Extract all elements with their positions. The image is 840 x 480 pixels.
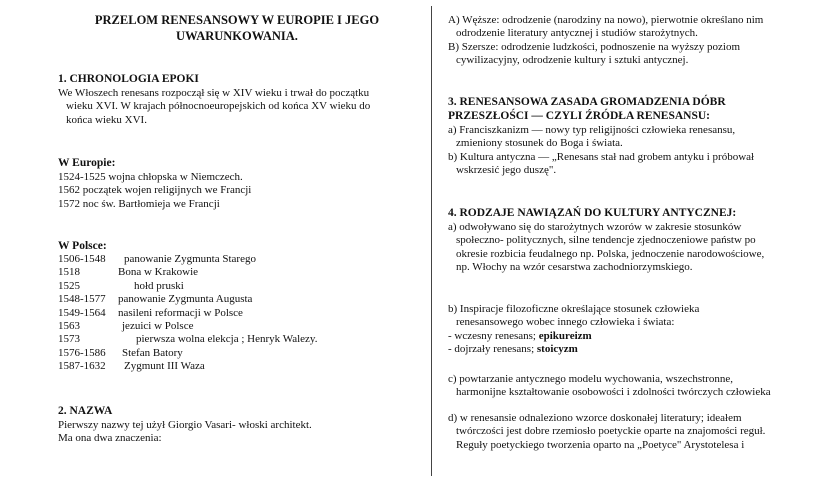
year: 1576-1586 — [58, 346, 106, 359]
list-item — [58, 253, 317, 266]
text-line: a) Franciszkanizm — nowy typ religijności człowieka renesansu, — [448, 124, 736, 136]
text-line: np. Włochy na wzór cesarstwa zachodniorzymskiego. — [456, 261, 693, 274]
list-item: 1562 początek wojen religijnych we Francji — [58, 184, 252, 197]
poland-heading: W Polsce: — [58, 240, 107, 252]
section-4-heading: 4. RODZAJE NAWIĄZAŃ DO KULTURY ANTYCZNEJ: — [448, 207, 737, 219]
section-4-d — [448, 412, 765, 452]
section-1-text — [58, 87, 370, 127]
section-3-heading — [448, 96, 726, 123]
text-line: cywilizacyjny, odrodzenie kultury i sztuki antycznej. — [456, 54, 689, 67]
year: 1573 — [58, 333, 80, 346]
event: panowanie Zygmunta Starego — [124, 253, 256, 265]
text-line: końca wieku XVI. — [66, 113, 147, 126]
text-line: renesansowego wobec innego człowieka i świata: — [456, 316, 675, 329]
list-item — [58, 307, 317, 320]
list-item — [58, 320, 317, 333]
list-item: 1524-1525 wojna chłopska w Niemczech. — [58, 171, 243, 183]
list-item — [58, 280, 317, 293]
year: 1525 — [58, 279, 80, 292]
europe-heading: W Europie: — [58, 157, 116, 169]
event: Zygmunt III Waza — [124, 360, 205, 373]
year: 1548-1577 — [58, 293, 106, 306]
section-2-text — [58, 419, 312, 446]
epicureanism-term: epikureizm — [538, 329, 592, 342]
event: jezuici w Polsce — [122, 320, 194, 333]
section-3-text — [448, 124, 754, 178]
stoicism-term: stoicyzm — [536, 343, 578, 356]
year: 1587-1632 — [58, 360, 106, 373]
early-renaissance-label: - wczesny renesans; — [448, 329, 536, 342]
year: 1518 — [58, 266, 80, 279]
event: hołd pruski — [134, 279, 184, 292]
year: 1506-1548 — [58, 253, 106, 265]
event: panowanie Zygmunta Augusta — [118, 293, 253, 306]
text-line: harmonijne kształtowanie osobowości i zdolności twórczych człowieka — [456, 386, 771, 399]
text-line: b) Kultura antyczna — „Renesans stał nad grobem antyku i próbował — [448, 150, 755, 163]
list-item: 1572 noc św. Bartłomieja we Francji — [58, 197, 220, 210]
section-1-heading: 1. CHRONOLOGIA EPOKI — [58, 73, 199, 85]
text-line: zmieniony stosunek do Boga i świata. — [456, 137, 623, 150]
text-line: społeczno- politycznych, silne tendencje zjednoczeniowe państw po — [456, 234, 756, 247]
year: 1563 — [58, 320, 80, 333]
text-line: odrodzenie literatury antycznej i studiów starożytnych. — [456, 27, 698, 40]
section-4-a — [448, 221, 764, 275]
list-item — [58, 360, 317, 373]
text-line: We Włoszech renesans rozpoczął się w XIV wieku i trwał do początku — [58, 87, 370, 99]
document-title: PRZELOM RENESANSOWY W EUROPIE I JEGO UWARUNKOWANIA. — [94, 13, 380, 43]
list-item — [58, 293, 317, 306]
text-line: wieku XVI. W krajach północnoeuropejskich od końca XV wieku do — [66, 100, 371, 113]
mature-renaissance-label: - dojrzały renesans; — [448, 343, 535, 356]
text-line: B) Szersze: odrodzenie ludzkości, podnoszenie na wyższy poziom — [448, 40, 741, 53]
event: nasileni reformacji w Polsce — [118, 306, 243, 319]
event: Bona w Krakowie — [118, 266, 199, 279]
text-line: A) Węższe: odrodzenie (narodziny na nowo), pierwotnie określano nim — [448, 14, 764, 26]
section-4-b — [448, 303, 699, 357]
text-line: twórczości jest dobre rzemiosło poetyckie oparte na znajomości reguł. — [456, 425, 766, 438]
list-item — [58, 333, 317, 346]
text-line: Reguły poetyckiego tworzenia oparto na „Poetyce" Arystotelesa i — [456, 438, 745, 451]
text-line: okresie rozbicia feudalnego np. Polska, jednoczenie narodowościowe, — [456, 247, 765, 260]
year: 1549-1564 — [58, 306, 106, 319]
list-item — [58, 266, 317, 279]
section-2-heading: 2. NAZWA — [58, 405, 113, 417]
text-line: a) odwoływano się do starożytnych wzorów w zakresie stosunków — [448, 221, 742, 233]
text-line: d) w renesansie odnaleziono wzorce doskonałej literatury; ideałem — [448, 412, 742, 424]
heading-line: PRZESZŁOŚCI — CZYLI ŹRÓDŁA RENESANSU: — [448, 109, 711, 122]
list-item — [58, 347, 317, 360]
column-divider — [431, 6, 432, 476]
text-line: Ma ona dwa znaczenia: — [58, 432, 162, 445]
text-line — [448, 343, 699, 356]
poland-list — [58, 253, 317, 374]
name-meanings — [448, 14, 763, 68]
text-line: b) Inspiracje filozoficzne określające stosunek człowieka — [448, 303, 700, 315]
heading-line: 3. RENESANSOWA ZASADA GROMADZENIA DÓBR — [448, 96, 726, 108]
section-4-c — [448, 373, 771, 400]
event: Stefan Batory — [122, 346, 183, 359]
europe-list — [58, 171, 251, 211]
text-line — [448, 330, 699, 343]
event: pierwsza wolna elekcja ; Henryk Walezy. — [136, 333, 318, 346]
text-line: c) powtarzanie antycznego modelu wychowania, wszechstronne, — [448, 373, 733, 385]
text-line: wskrzesić jego duszę". — [456, 164, 557, 177]
text-line: Pierwszy nazwy tej użył Giorgio Vasari- włoski architekt. — [58, 419, 312, 431]
